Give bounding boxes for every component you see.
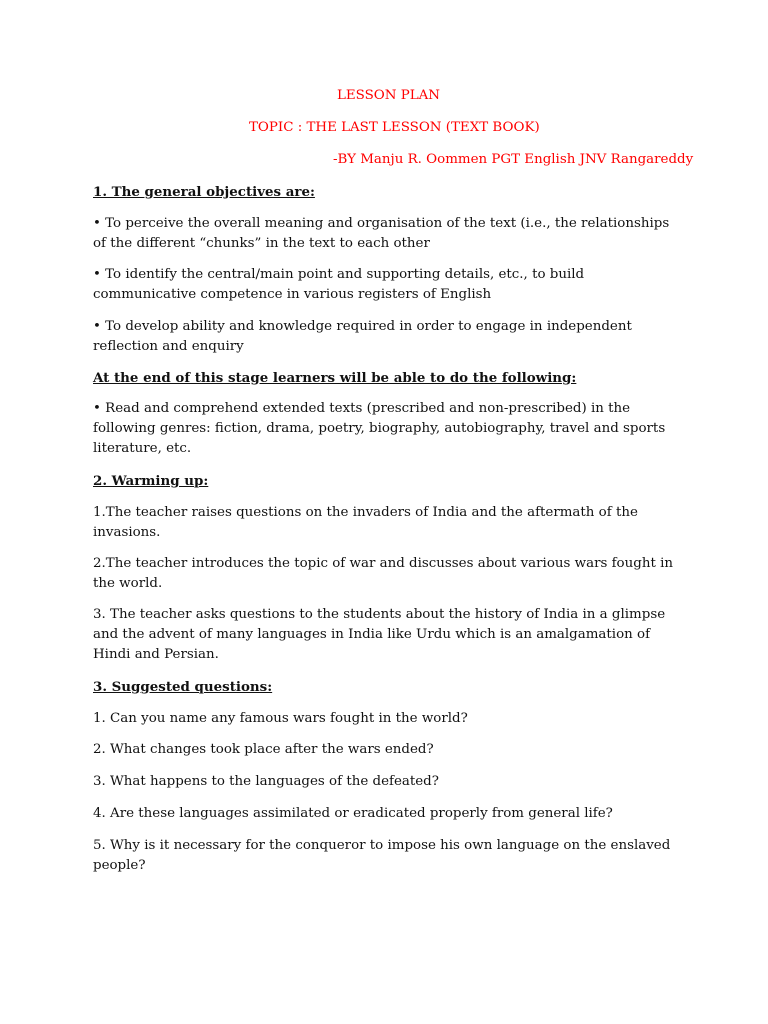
warming-up-item: 3. The teacher asks questions to the students about the history of India in a glimpse and the advent of many languages in India like Urdu which is an amalgamation of Hindi and Persian. [93,607,666,662]
objective-bullet: • To perceive the overall meaning and organisation of the text (i.e., the relationships of the different “chunks” in the text to each other [93,216,670,251]
warming-up-item: 1.The teacher raises questions on the invaders of India and the aftermath of the invasions. [93,505,638,540]
suggested-questions-heading: 3. Suggested questions: [93,679,273,695]
document-title: LESSON PLAN [337,88,441,103]
outcomes-heading: At the end of this stage learners will be able to do the following: [93,370,577,386]
objective-bullet: • To develop ability and knowledge required in order to engage in independent reflection and enquiry [93,319,632,354]
warming-up-item: 2.The teacher introduces the topic of war and discusses about various wars fought in the world. [93,556,673,591]
warming-up-heading: 2. Warming up: [93,473,209,489]
objectives-heading: 1. The general objectives are: [93,184,315,200]
topic-line: TOPIC : THE LAST LESSON (TEXT BOOK) [249,120,540,135]
question-item: 2. What changes took place after the wars ended? [93,742,434,757]
outcome-bullet: • Read and comprehend extended texts (prescribed and non-prescribed) in the following genres: fiction, drama, poetry, biography, autobiography, travel and sports literature, etc. [93,401,666,456]
objective-bullet: • To identify the central/main point and supporting details, etc., to build communicative competence in various registers of English [93,267,585,302]
question-item: 5. Why is it necessary for the conqueror to impose his own language on the enslaved people? [93,838,671,873]
author-line: -BY Manju R. Oommen PGT English JNV Rangareddy [333,152,694,167]
question-item: 3. What happens to the languages of the defeated? [93,774,439,789]
question-item: 1. Can you name any famous wars fought in the world? [93,711,468,726]
question-item: 4. Are these languages assimilated or eradicated properly from general life? [93,806,613,821]
